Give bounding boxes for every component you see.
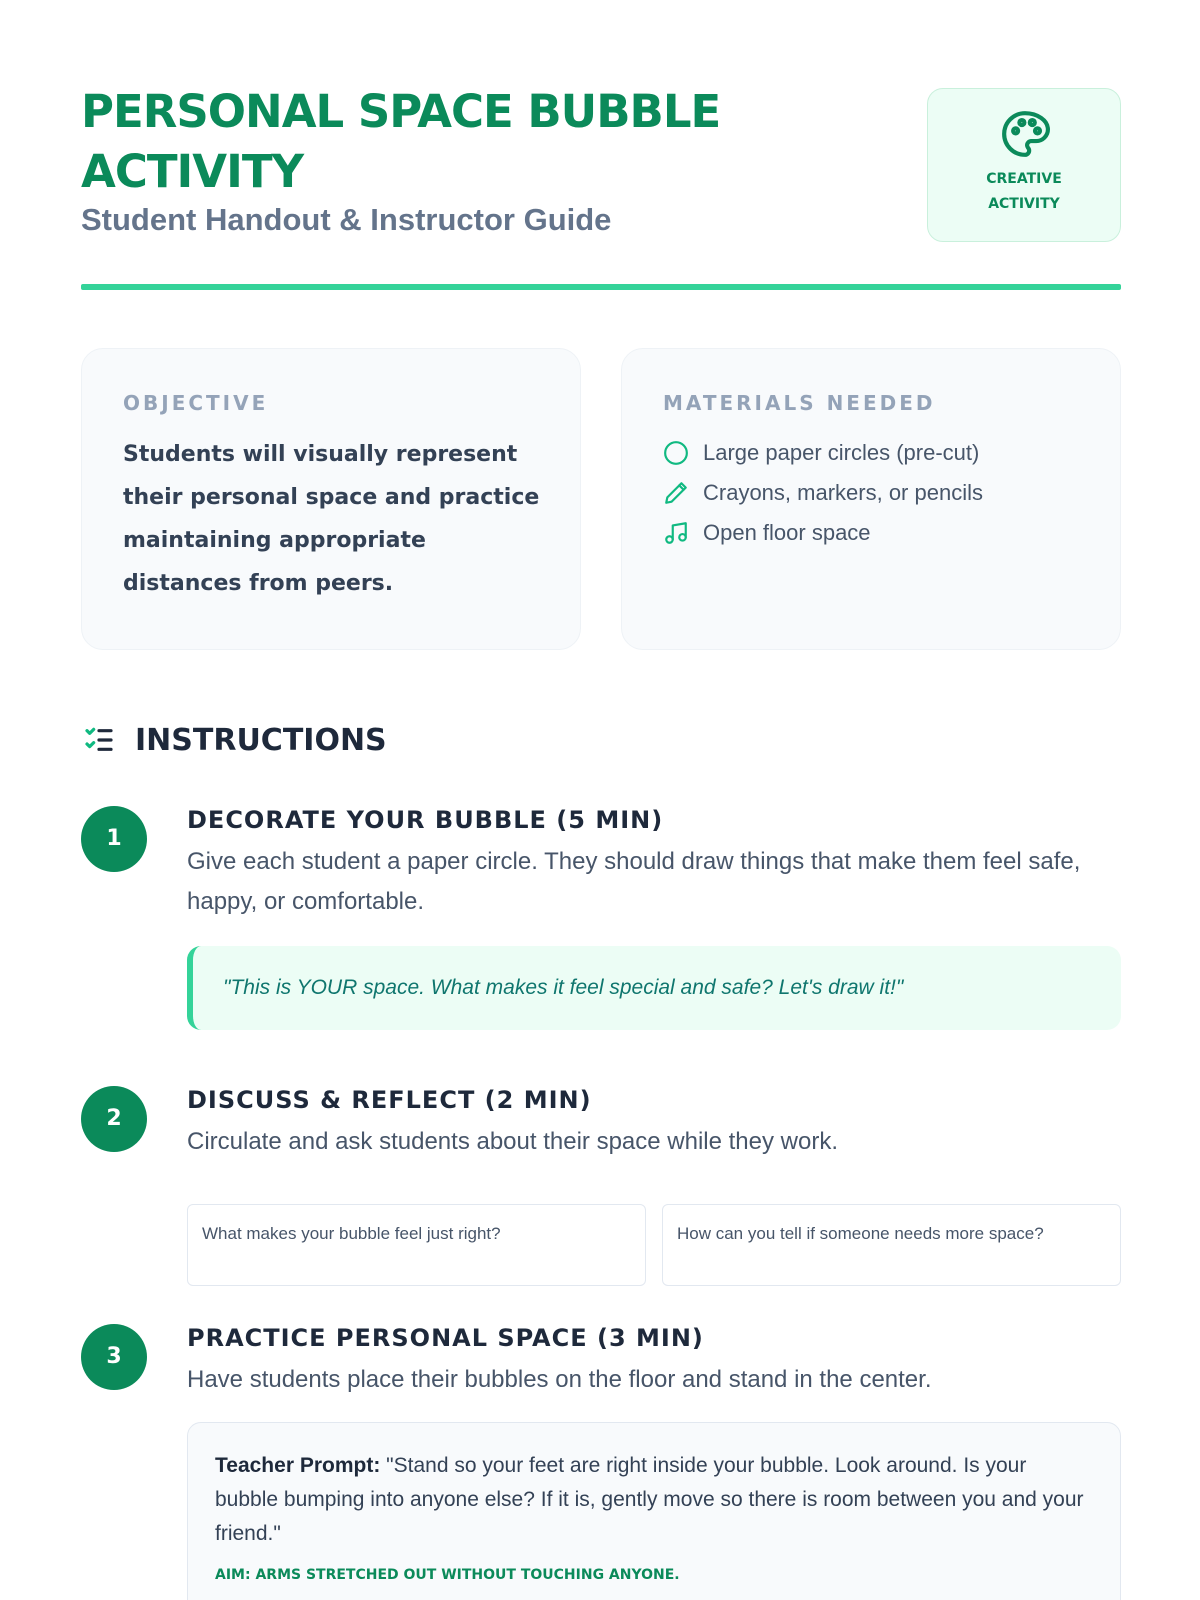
circle-icon <box>663 439 703 467</box>
aim-note: AIM: ARMS STRETCHED OUT WITHOUT TOUCHING ANYONE. <box>215 1567 680 1583</box>
teacher-prompt-text: "Stand so your feet are right inside your bubble. Look around. Is your bubble bumping into anyone else? If it is, gently move so there is room between you and your friend." <box>215 1454 1084 1545</box>
page-subtitle: Student Handout & Instructor Guide <box>81 202 612 237</box>
step-number-badge: 1 <box>81 806 147 872</box>
step-description: Circulate and ask students about their space while they work. <box>187 1128 839 1155</box>
material-item <box>663 473 983 513</box>
step-number-badge: 2 <box>81 1086 147 1152</box>
step-description: Give each student a paper circle. They should draw things that make them feel safe, happy, or comfortable. <box>187 848 1081 915</box>
page-title: PERSONAL SPACE BUBBLE ACTIVITY <box>81 85 721 198</box>
checklist-icon <box>81 722 135 758</box>
objective-text: Students will visually represent their personal space and practice maintaining appropriate distances from peers. <box>123 442 540 596</box>
discussion-question: What makes your bubble feel just right? <box>187 1204 646 1286</box>
step-3 <box>81 1324 1121 1600</box>
step-quote: "This is YOUR space. What makes it feel special and safe? Let's draw it!" <box>187 946 1121 1030</box>
objective-label: OBJECTIVE <box>123 391 269 415</box>
instructions-heading <box>81 718 387 762</box>
material-text: Crayons, markers, or pencils <box>703 480 983 505</box>
header-divider <box>81 284 1121 290</box>
teacher-prompt-box <box>187 1422 1121 1600</box>
pencil-icon <box>663 479 703 507</box>
material-item <box>663 513 983 553</box>
step-1 <box>81 806 1121 1036</box>
badge-line-1: CREATIVE <box>986 171 1062 187</box>
step-title: DECORATE YOUR BUBBLE (5 MIN) <box>187 806 664 834</box>
creative-activity-badge <box>927 88 1121 242</box>
step-title: PRACTICE PERSONAL SPACE (3 MIN) <box>187 1324 704 1352</box>
discussion-question: How can you tell if someone needs more space? <box>662 1204 1121 1286</box>
instructions-heading-label: INSTRUCTIONS <box>135 722 387 758</box>
palette-icon <box>1000 109 1050 159</box>
badge-line-2: ACTIVITY <box>988 196 1060 212</box>
teacher-prompt <box>215 1449 1085 1551</box>
material-item <box>663 433 983 473</box>
step-2 <box>81 1086 1121 1296</box>
handout-page <box>81 0 1121 1600</box>
header <box>81 82 1121 292</box>
music-note-icon <box>663 519 703 547</box>
step-description: Have students place their bubbles on the floor and stand in the center. <box>187 1366 932 1393</box>
materials-list <box>663 433 983 553</box>
step-number-badge: 3 <box>81 1324 147 1390</box>
teacher-prompt-label: Teacher Prompt: <box>215 1454 381 1477</box>
objective-card <box>81 348 581 650</box>
step-title: DISCUSS & REFLECT (2 MIN) <box>187 1086 592 1114</box>
materials-label: MATERIALS NEEDED <box>663 391 936 415</box>
material-text: Open floor space <box>703 520 871 545</box>
material-text: Large paper circles (pre-cut) <box>703 440 980 465</box>
materials-card <box>621 348 1121 650</box>
